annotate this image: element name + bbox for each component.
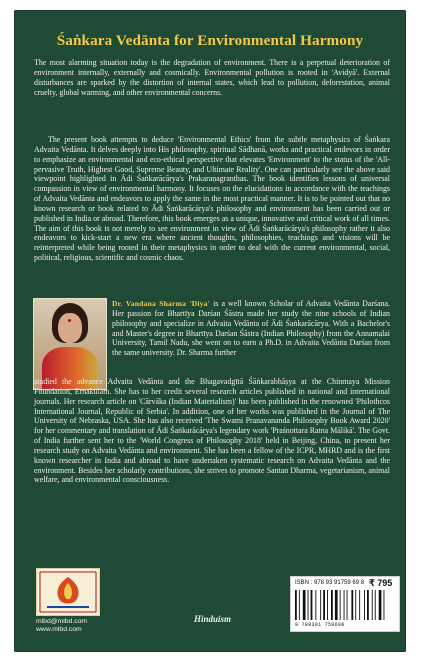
genre-label: Hinduism xyxy=(194,614,232,624)
publisher-logo-icon xyxy=(37,569,99,615)
author-bio-continued: studied the advance Advaita Vedānta and the Bhagavadgītā Śāṅkarabhāṣya at the Chinmaya Mission Foundation, Ernakulam. She has to her credit several research articles published in national and international journals. Her research article on 'Cārvāka (Indian Materialism)' has been published in the renowned 'Philothcos International Journal, Republic of Serbia'. In addition, one of her works was published in the Journal of The University of Nebraska, USA. She has also received 'The Swami Pranavananda Philosophy Book Award 2020' for her commentary and translation of Ādi Śaṅkarācārya's legendary work 'Praśnottara Ratna Mālikā'. The Govt. of India further sent her to the 'World Congress of Philosophy 2018' held in Beijing, China, to present her research study on Advaita Vedānta and environment. She has been a fellow of the ICPR, MHRD and is the first known researcher in India and abroad to have undertaken systematic research on Advaita Vedānta and the environment. Besides her scholarly contributions, she strives to promote Santan Dharma, vegetarianism, animal welfare, and environmental consciousness. xyxy=(34,377,390,485)
isbn-barcode-box xyxy=(290,576,400,632)
author-photo-bindi xyxy=(68,319,71,322)
author-bio-intro xyxy=(112,299,390,358)
price-label: ₹ 795 xyxy=(369,578,393,588)
author-bio-first: is a well known Scholar of Advaita Vedānta Darśana. Her passion for Bhartīya Darśan Śāstra made her study the nine schools of Indian philosophy and specialize in Advaita Vedānta of Ādi Śaṅkarācārya. With a Bachelor's and Master's degree in Bhartīya Darśan Śāstra (Indian Philosophy) from the Annamalai University, Tamil Nadu, she went on to earn a Ph.D. in Advaita Vedānta Darśan from the same university. Dr. Sharma further xyxy=(112,299,390,358)
publisher-website[interactable]: www.mlbd.com xyxy=(36,626,82,633)
barcode-digits: 9 789391 759698 xyxy=(295,622,345,628)
publisher-contact xyxy=(36,618,116,634)
author-photo-face xyxy=(58,313,82,343)
publisher-logo xyxy=(36,568,100,616)
book-title: Śaṅkara Vedānta for Environmental Harmony xyxy=(56,32,364,49)
publisher-email[interactable]: mlbd@mlbd.com xyxy=(36,618,88,625)
isbn-label: ISBN : 978 93 91759 69 8 xyxy=(295,580,365,586)
back-cover xyxy=(14,10,406,652)
synopsis-paragraph-1: The most alarming situation today is the degradation of environment. There is a perpetual deterioration of environment internally, externally and cosmically. Environmental pollution is rooted in 'Avidyā'. External disturbances are sparked by the distortion of internal states, which lead to pollution, deforestation, animal cruelty, global warming, and other environmental concerns. xyxy=(34,58,390,97)
barcode-icon xyxy=(295,590,395,622)
synopsis-paragraph-2: The present book attempts to deduce 'Environmental Ethics' from the subtle metaphysics of Śaṅkara Advaita Vedānta. It delves deeply into His philosophy, spiritual Sādhanā, works and practical endevors in order to emphasize an environmental and eco-ethical perspective that elevates 'Environment' to the status of the 'All-pervasive Truth, Highest Good, Supreme Beauty, and Ultimate Reality'. One can particularly see the above said viewpoint highlighted in Ādi Śaṅkarācārya's Prakaraṇagranthas. The book identifies lessons of universal compassion in view of environmental harmony. It focuses on the elucidations in accordance with the teachings of Advaita Vedānta and endeavors to apply the same in the most practical manner. It is to be pointed out that no known research or book related to Ādi Śaṅkarācārya's philosophy and environment has been carried out or published in India or abroad. Therefore, this book emerges as a unique, innovative and critical work of all times. The aim of this book is not merely to see environment in view of Ādi Śaṅkarācārya's philosophy rather it also endeavors to kick-start a new era where ancient thoughts, philosophies, teachings and visions will be reinterpreted while being rooted in their metaphysics in order to deal with the current environmental, social, political, religious, scientific and cosmic chaos. xyxy=(34,135,390,263)
author-name: Dr. Vandana Sharma 'Diya' xyxy=(112,299,210,308)
